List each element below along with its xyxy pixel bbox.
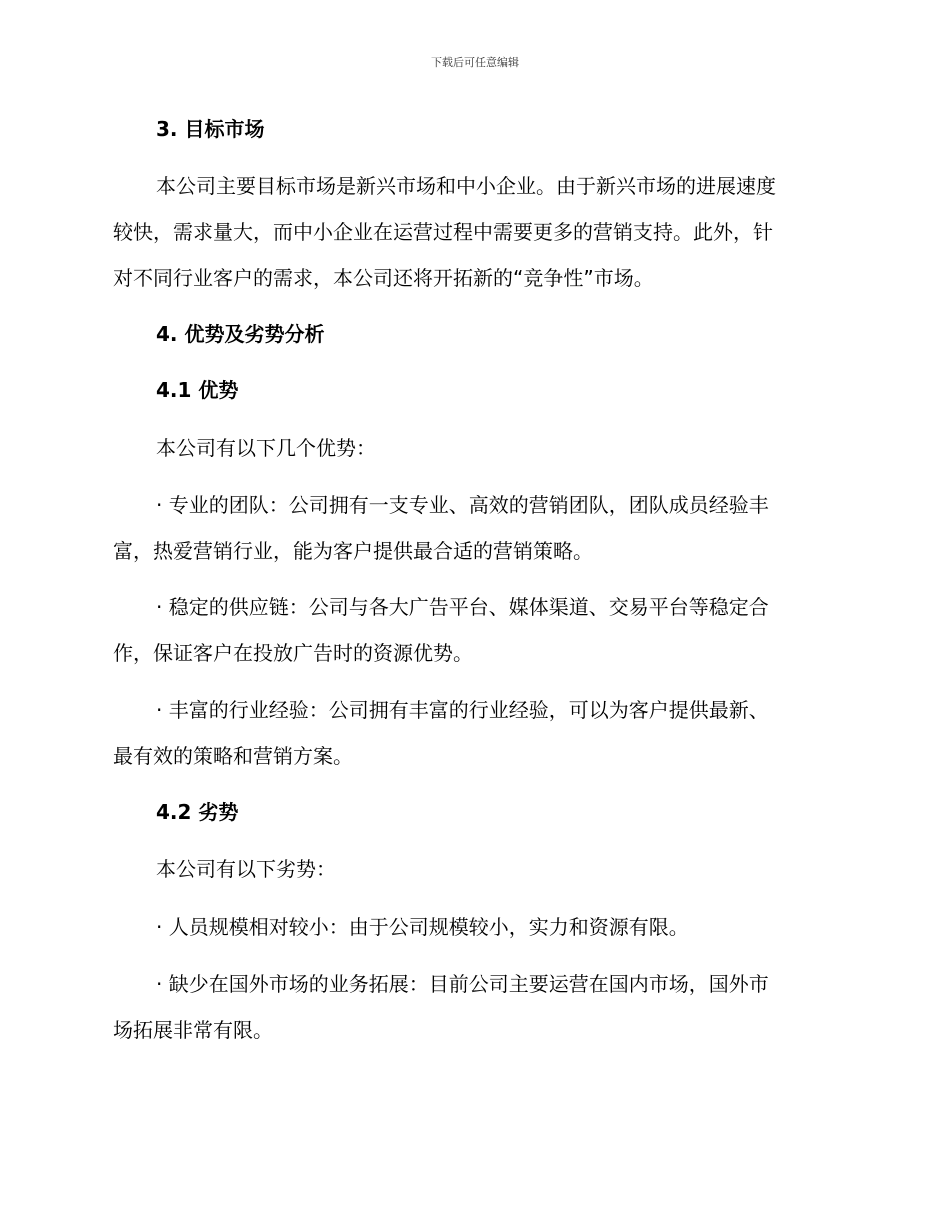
paragraph-line: 本公司有以下劣势： (156, 857, 336, 881)
paragraph-line: 本公司有以下几个优势： (156, 436, 376, 460)
bullet-line: · 丰富的行业经验：公司拥有丰富的行业经验，可以为客户提供最新、 (156, 698, 769, 722)
weakness-item-scale (113, 904, 831, 950)
paragraph-line: 对不同行业客户的需求，本公司还将开拓新的“竞争性”市场。 (113, 266, 654, 290)
bullet-line: 富，热爱营销行业，能为客户提供最合适的营销策略。 (113, 539, 593, 563)
section-3-paragraph (113, 163, 831, 301)
bullet-line: 作，保证客户在投放广告时的资源优势。 (113, 641, 473, 665)
strength-item-supply-chain (113, 584, 831, 676)
page-header: 下载后可任意编辑 (431, 56, 519, 69)
bullet-line: · 稳定的供应链：公司与各大广告平台、媒体渠道、交易平台等稳定合 (156, 595, 769, 619)
paragraph-line: 本公司主要目标市场是新兴市场和中小企业。由于新兴市场的进展速度 (156, 174, 776, 198)
bullet-line: · 缺少在国外市场的业务拓展：目前公司主要运营在国内市场，国外市 (156, 972, 769, 996)
bullet-line: 最有效的策略和营销方案。 (113, 744, 353, 768)
strength-item-experience (113, 687, 831, 779)
section-4-2-heading: 4.2 劣势 (156, 800, 239, 824)
bullet-line: · 人员规模相对较小：由于公司规模较小，实力和资源有限。 (156, 915, 689, 939)
bullet-line: 场拓展非常有限。 (113, 1018, 273, 1042)
weakness-item-overseas (113, 961, 831, 1053)
section-4-1-heading: 4.1 优势 (156, 378, 239, 402)
section-4-heading: 4. 优势及劣势分析 (156, 322, 325, 346)
bullet-line: · 专业的团队：公司拥有一支专业、高效的营销团队，团队成员经验丰 (156, 493, 769, 517)
section-3-heading: 3. 目标市场 (156, 117, 265, 141)
strength-item-team (113, 482, 831, 574)
section-4-2-intro (113, 846, 831, 892)
section-4-1-intro (113, 425, 831, 471)
paragraph-line: 较快，需求量大，而中小企业在运营过程中需要更多的营销支持。此外，针 (113, 220, 773, 244)
